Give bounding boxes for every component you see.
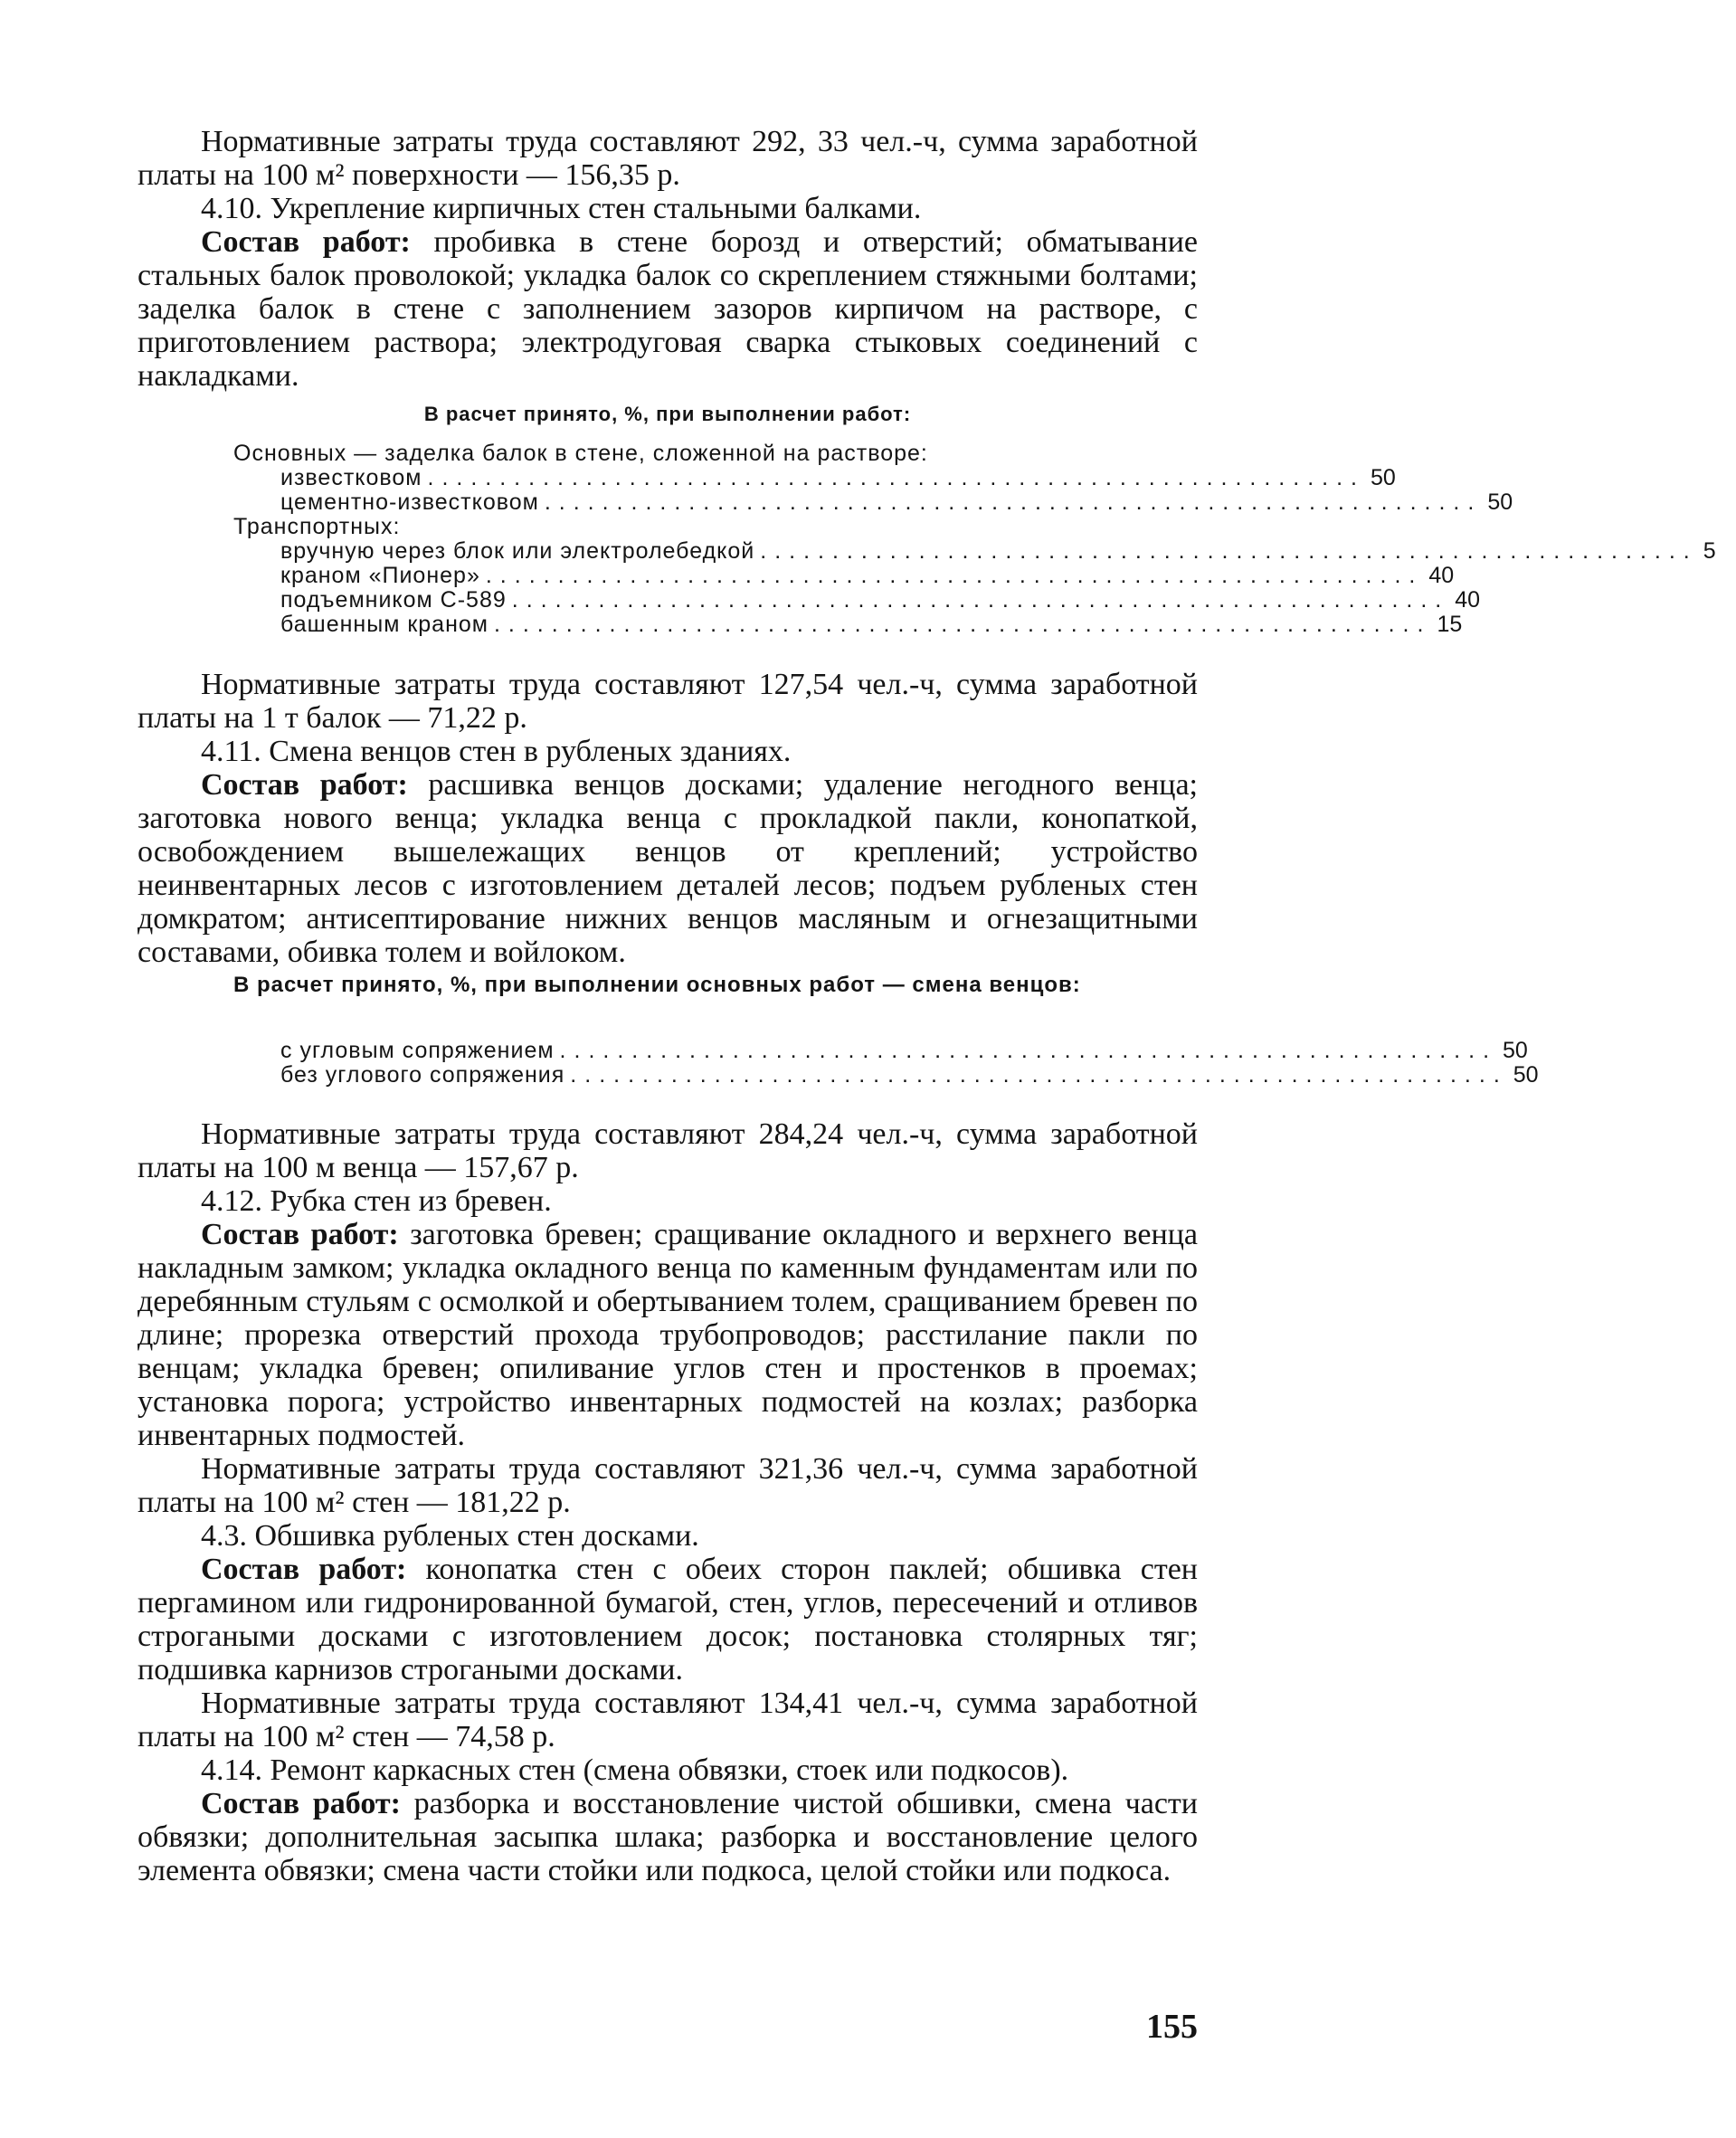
lead-label: Состав работ: bbox=[201, 1787, 401, 1820]
table-2-title: В расчет принято, %, при выполнении основных работ — смена венцов: bbox=[233, 973, 1081, 997]
row-label: цементно-известковом bbox=[280, 489, 539, 515]
paragraph-norm-4-10: Нормативные затраты труда составляют 127,54 чел.-ч, сумма заработной платы на 1 т балок — 71,22 р. bbox=[138, 668, 1198, 735]
lead-label: Состав работ: bbox=[201, 768, 408, 802]
paragraph-work-4-14 bbox=[138, 1787, 1198, 1887]
paragraph-norm-4-12: Нормативные затраты труда составляют 321,36 чел.-ч, сумма заработной платы на 100 м² стен — 181,22 р. bbox=[138, 1452, 1198, 1519]
lead-label: Состав работ: bbox=[201, 1553, 407, 1586]
leader-dots: ................................................................. bbox=[570, 1062, 1508, 1088]
table-row bbox=[233, 538, 1716, 564]
heading-4-14: 4.14. Ремонт каркасных стен (смена обвязки, стоек или подкосов). bbox=[201, 1753, 1069, 1787]
table-row bbox=[233, 465, 1396, 490]
leader-dots: ................................................................. bbox=[493, 612, 1432, 637]
work-text: расшивка венцов досками; удаление негодного венца; заготовка нового венца; укладка венца с прокладкой пакли, конопаткой, освобождением вышележащих венцов от креплений; устройство неинвентарных лесов с изготовлением деталей лесов; подъем рубленых стен домкратом; антисептирование нижних венцов масляным и огнезащитными составами, обивка толем и войлоком. bbox=[138, 768, 1198, 969]
table-1 bbox=[138, 403, 1198, 426]
paragraph-norm-4-9: Нормативные затраты труда составляют 292, 33 чел.-ч, сумма заработной платы на 100 м² поверхности — 156,35 р. bbox=[138, 125, 1198, 192]
table-2 bbox=[233, 973, 1102, 998]
table-row bbox=[233, 1062, 1539, 1088]
section-4-11 bbox=[138, 668, 1198, 969]
table-row bbox=[233, 563, 1455, 588]
row-value: 50 bbox=[1513, 1062, 1539, 1088]
row-value: 40 bbox=[1455, 587, 1481, 613]
row-value: 15 bbox=[1437, 612, 1463, 637]
paragraph-work-4-11 bbox=[138, 768, 1198, 969]
heading-4-12: 4.12. Рубка стен из бревен. bbox=[201, 1184, 552, 1218]
table-row bbox=[233, 1038, 1528, 1063]
row-label: башенным краном bbox=[280, 612, 489, 637]
leader-dots: ................................................................. bbox=[544, 489, 1483, 515]
leader-dots: ................................................................. bbox=[559, 1038, 1498, 1063]
row-label: подъемником С-589 bbox=[280, 587, 507, 613]
lead-label: Состав работ: bbox=[201, 1218, 399, 1251]
row-value: 5 bbox=[1703, 538, 1716, 564]
row-label: с угловым сопряжением bbox=[280, 1038, 555, 1063]
heading-4-10: 4.10. Укрепление кирпичных стен стальными балками. bbox=[201, 192, 922, 225]
heading-4-13: 4.3. Обшивка рубленых стен досками. bbox=[201, 1519, 699, 1553]
table-2-body bbox=[233, 1038, 1539, 1088]
paragraph-norm-4-13: Нормативные затраты труда составляют 134,41 чел.-ч, сумма заработной платы на 100 м² стен — 74,58 р. bbox=[138, 1687, 1198, 1753]
row-value: 50 bbox=[1370, 465, 1396, 490]
row-value: 40 bbox=[1428, 563, 1455, 588]
row-label: известковом bbox=[280, 465, 422, 490]
page-number: 155 bbox=[1146, 2008, 1198, 2046]
paragraph-work-4-10 bbox=[138, 225, 1198, 393]
table-1-group-transport: Транспортных: bbox=[233, 514, 401, 539]
paragraph-work-4-12 bbox=[138, 1218, 1198, 1452]
leader-dots: ................................................................. bbox=[485, 563, 1424, 588]
section-4-12-to-4-14 bbox=[138, 1117, 1198, 1887]
work-text: заготовка бревен; сращивание окладного и верхнего венца накладным замком; укладка окладного венца по каменным фундаментам или по деребянным стульям с осмолкой и обертыванием толем, сращиванием бревен по длине; прорезка отверстий прохода трубопроводов; расстилание пакли по венцам; укладка бревен; опиливание углов стен и простенков в проемах; установка порога; устройство инвентарных подмостей на козлах; разборка инвентарных подмостей. bbox=[138, 1218, 1198, 1452]
work-text: конопатка стен с обеих сторон паклей; обшивка стен пергамином или гидронированной бумагой, стен, углов, пересечений и отливов строгаными досками с изготовлением досок; постановка столярных тяг; подшивка карнизов строгаными досками. bbox=[138, 1553, 1198, 1687]
work-text: разборка и восстановление чистой обшивки, смена части обвязки; дополнительная засыпка шлака; разборка и восстановление целого элемента обвязки; смена части стойки или подкоса, целой стойки или подкоса. bbox=[138, 1787, 1198, 1887]
table-row bbox=[233, 612, 1463, 637]
row-label: краном «Пионер» bbox=[280, 563, 480, 588]
paragraph-norm-4-11: Нормативные затраты труда составляют 284,24 чел.-ч, сумма заработной платы на 100 м венца — 157,67 р. bbox=[138, 1117, 1198, 1184]
lead-label: Состав работ: bbox=[201, 225, 411, 259]
leader-dots: ................................................................. bbox=[427, 465, 1365, 490]
paragraph-work-4-13 bbox=[138, 1553, 1198, 1687]
heading-4-11: 4.11. Смена венцов стен в рубленых зданиях. bbox=[201, 735, 792, 768]
table-row bbox=[233, 489, 1513, 515]
table-row bbox=[233, 587, 1481, 613]
table-1-body bbox=[233, 441, 1716, 637]
row-label: без углового сопряжения bbox=[280, 1062, 565, 1088]
leader-dots: ................................................................. bbox=[760, 538, 1698, 564]
section-4-10 bbox=[138, 125, 1198, 393]
table-1-title: В расчет принято, %, при выполнении работ: bbox=[423, 403, 912, 425]
work-text: пробивка в стене борозд и отверстий; обматывание стальных балок проволокой; укладка балок со скреплением стяжными болтами; заделка балок в стене с заполнением зазоров кирпичом на растворе, с приготовлением раствора; электродуговая сварка стыковых соединений с накладками. bbox=[138, 225, 1198, 393]
table-1-group-main: Основных — заделка балок в стене, сложенной на растворе: bbox=[233, 441, 928, 466]
row-label: вручную через блок или электролебедкой bbox=[280, 538, 755, 564]
leader-dots: ................................................................. bbox=[511, 587, 1450, 613]
row-value: 50 bbox=[1487, 489, 1513, 515]
row-value: 50 bbox=[1503, 1038, 1528, 1063]
